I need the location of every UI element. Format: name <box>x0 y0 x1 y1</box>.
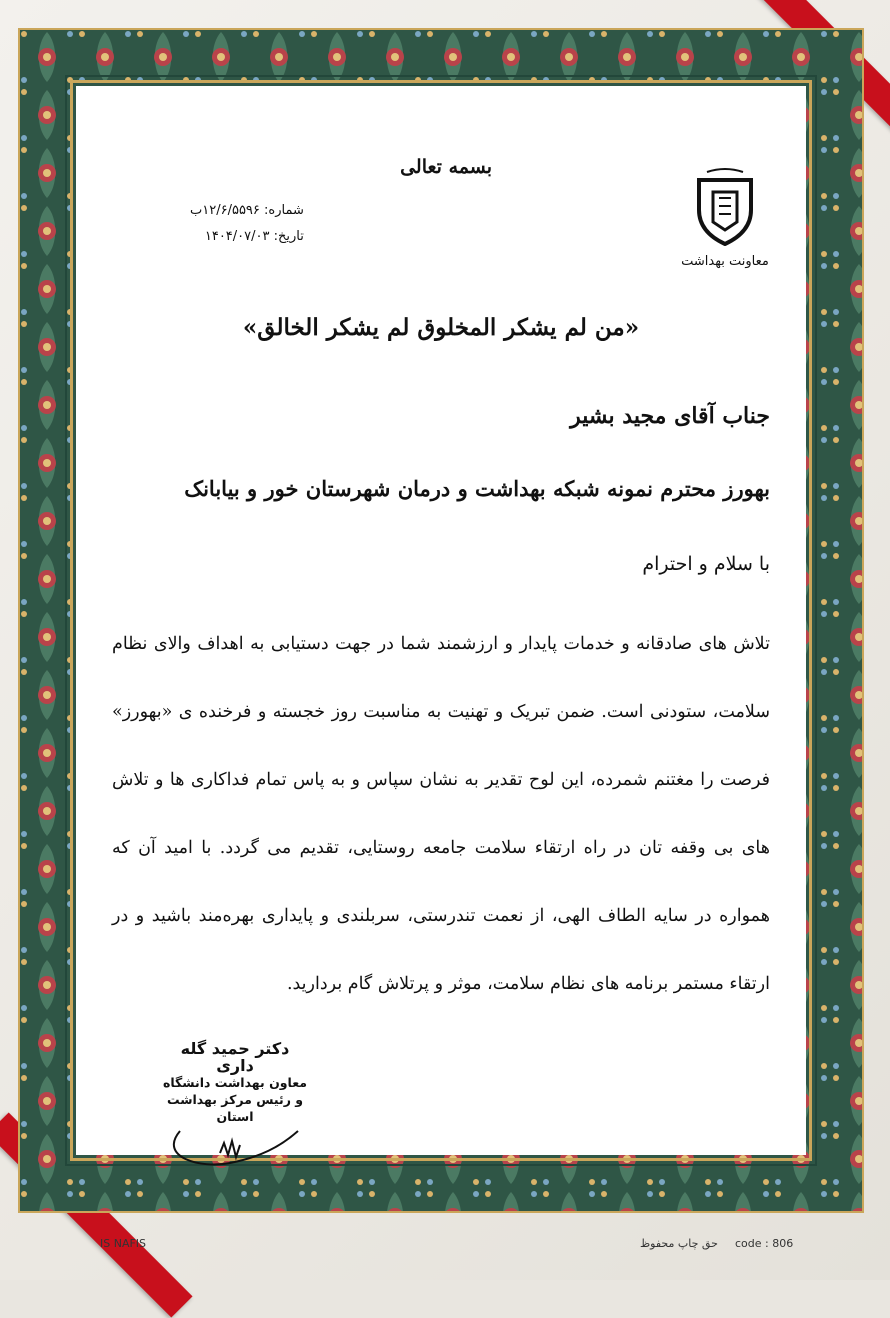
recipient-name: جناب آقای مجید بشیر <box>570 403 770 429</box>
number-value: ۱۲/۶/۵۵۹۶ب <box>190 203 260 218</box>
date-label: تاریخ: <box>273 229 304 244</box>
certificate-content <box>90 100 792 1140</box>
signer-title-line1: معاون بهداشت دانشگاه <box>162 1075 308 1090</box>
certificate-body: تلاش های صادقانه و خدمات پایدار و ارزشمند شما در جهت دستیابی به اهداف والای نظام سلامت، ستودنی است. ضمن تبریک و تهنیت به مناسبت روز خجسته و فرخنده ی «بهورز» فرصت را مغتنم شمرده، این لوح تقدیر به نشان سپاس و به پاس تمام فداکاری ها و تلاش های بی وقفه تان در راه ارتقاء سلامت جامعه روستایی، تقدیم می گردد. با امید آن که همواره در سایه الطاف الهی، از نعمت تندرستی، سربلندی و پایداری بهره‌مند باشید و در ارتقاء مستمر برنامه های نظام سلامت، موثر و پرتلاش گام بردارید. <box>112 634 770 994</box>
motto-quote: «من لم یشکر المخلوق لم یشکر الخالق» <box>242 314 640 341</box>
signer-name: دکتر حمید گله داری <box>180 1039 290 1075</box>
date-value: ۱۴۰۴/۰۷/۰۳ <box>204 229 270 244</box>
letter-number <box>190 198 304 224</box>
logo-caption: معاونت بهداشت <box>681 254 769 269</box>
greeting-text: با سلام و احترام <box>642 553 770 575</box>
basmala-heading: بسمه تعالی <box>400 156 492 178</box>
handwritten-signature-icon <box>160 1127 310 1173</box>
recipient-position: بهورز محترم نمونه شبکه بهداشت و درمان شهرستان خور و بیابانک <box>184 476 770 501</box>
footer-rights: حق چاپ محفوظ <box>640 1237 718 1250</box>
ministry-logo <box>670 166 780 269</box>
number-label: شماره: <box>264 203 304 218</box>
signer-title-line2: و رئیس مرکز بهداشت استان <box>166 1092 304 1124</box>
letter-date <box>190 224 304 250</box>
signature-stamp <box>160 1040 310 1173</box>
shield-emblem-icon <box>693 166 757 246</box>
letter-meta <box>190 198 304 250</box>
footer-code: code : 806 <box>735 1237 794 1250</box>
footer-publisher: IS NAFIS <box>100 1237 147 1250</box>
